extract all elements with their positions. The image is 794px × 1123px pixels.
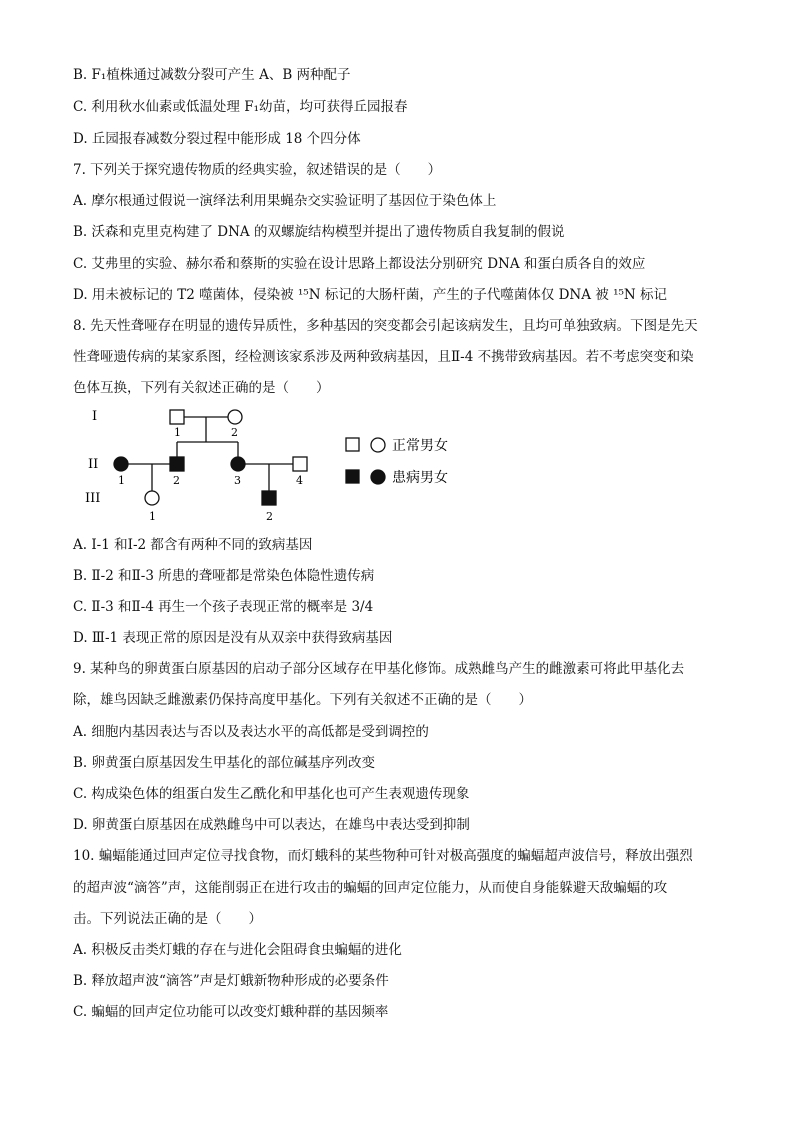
individual-label-II-2: 2 (173, 474, 180, 487)
option-8c: C. Ⅱ-3 和Ⅱ-4 再生一个孩子表现正常的概率是 3/4 (73, 599, 374, 615)
individual-II-3-affected-female (231, 457, 245, 471)
question-7-stem: 7. 下列关于探究遗传物质的经典实验，叙述错误的是（ ） (73, 162, 442, 178)
question-10-stem-cont: 的超声波“滴答”声，这能削弱正在进行攻击的蝙蝠的回声定位能力，从而使自身能躲避天敌蝙蝠的攻 (73, 880, 668, 896)
legend-normal-label: 正常男女 (392, 438, 448, 454)
question-9-stem: 9. 某种鸟的卵黄蛋白原基因的启动子部分区域存在甲基化修饰。成熟雌鸟产生的雌激素可将此甲基化去 (73, 661, 685, 677)
option-8a: A. Ⅰ-1 和Ⅰ-2 都含有两种不同的致病基因 (73, 537, 313, 553)
question-8-stem-end: 色体互换，下列有关叙述正确的是（ ） (73, 380, 330, 396)
option-9c: C. 构成染色体的组蛋白发生乙酰化和甲基化也可产生表观遗传现象 (73, 786, 470, 802)
option-9d: D. 卵黄蛋白原基因在成熟雌鸟中可以表达，在雄鸟中表达受到抑制 (73, 817, 470, 833)
option-6d: D. 丘园报春减数分裂过程中能形成 18 个四分体 (73, 131, 361, 147)
individual-label-I-1: 1 (174, 426, 181, 439)
individual-label-II-3: 3 (234, 474, 241, 487)
option-7b: B. 沃森和克里克构建了 DNA 的双螺旋结构模型并提出了遗传物质自我复制的假说 (73, 224, 565, 240)
question-10-stem-end: 击。下列说法正确的是（ ） (73, 911, 262, 927)
pedigree-chart (80, 402, 500, 527)
option-9b: B. 卵黄蛋白原基因发生甲基化的部位碱基序列改变 (73, 755, 376, 771)
individual-III-1-normal-female (145, 491, 159, 505)
question-9-stem-cont: 除，雄鸟因缺乏雌激素仍保持高度甲基化。下列有关叙述不正确的是（ ） (73, 692, 532, 708)
legend-affected-male-icon (346, 470, 359, 483)
question-8-stem: 8. 先天性聋哑存在明显的遗传异质性，多种基因的突变都会引起该病发生，且均可单独致病。下图是先天 (73, 318, 698, 334)
option-6b: B. F₁植株通过减数分裂可产生 A、B 两种配子 (73, 67, 351, 83)
legend-affected-label: 患病男女 (392, 470, 448, 486)
individual-II-4-normal-male (293, 457, 307, 471)
option-7d: D. 用未被标记的 T2 噬菌体，侵染被 ¹⁵N 标记的大肠杆菌，产生的子代噬菌体仅 DNA 被 ¹⁵N 标记 (73, 287, 668, 303)
generation-label-1: I (92, 409, 98, 424)
generation-label-3: III (85, 491, 101, 506)
individual-II-2-affected-male (170, 457, 184, 471)
generation-label-2: II (88, 457, 99, 472)
individual-label-II-4: 4 (296, 474, 303, 487)
option-10b: B. 释放超声波“滴答”声是灯蛾新物种形成的必要条件 (73, 973, 389, 989)
individual-I-2-normal-female (228, 410, 242, 424)
question-8-stem-cont: 性聋哑遗传病的某家系图，经检测该家系涉及两种致病基因，且Ⅱ-4 不携带致病基因。若不考虑突变和染 (73, 349, 694, 365)
option-7c: C. 艾弗里的实验、赫尔希和蔡斯的实验在设计思路上都设法分别研究 DNA 和蛋白质各自的效应 (73, 256, 646, 272)
question-10-stem: 10. 蝙蝠能通过回声定位寻找食物，而灯蛾科的某些物种可针对极高强度的蝙蝠超声波信号，释放出强烈 (73, 848, 693, 864)
legend-normal-male-icon (346, 438, 359, 451)
individual-I-1-normal-male (170, 410, 184, 424)
individual-label-II-1: 1 (118, 474, 125, 487)
option-8d: D. Ⅲ-1 表现正常的原因是没有从双亲中获得致病基因 (73, 630, 393, 646)
option-9a: A. 细胞内基因表达与否以及表达水平的高低都是受到调控的 (73, 724, 429, 740)
option-8b: B. Ⅱ-2 和Ⅱ-3 所患的聋哑都是常染色体隐性遗传病 (73, 568, 375, 584)
individual-III-2-affected-male (262, 491, 276, 505)
option-7a: A. 摩尔根通过假说一演绎法利用果蝇杂交实验证明了基因位于染色体上 (73, 193, 497, 209)
individual-label-I-2: 2 (231, 426, 238, 439)
individual-label-III-2: 2 (266, 510, 273, 523)
individual-II-1-affected-female (114, 457, 128, 471)
option-10a: A. 积极反击类灯蛾的存在与进化会阻碍食虫蝙蝠的进化 (73, 942, 402, 958)
legend-affected-female-icon (371, 470, 385, 484)
legend-normal-female-icon (371, 438, 385, 452)
option-6c: C. 利用秋水仙素或低温处理 F₁幼苗，均可获得丘园报春 (73, 99, 408, 115)
individual-label-III-1: 1 (149, 510, 156, 523)
option-10c: C. 蝙蝠的回声定位功能可以改变灯蛾种群的基因频率 (73, 1004, 389, 1020)
